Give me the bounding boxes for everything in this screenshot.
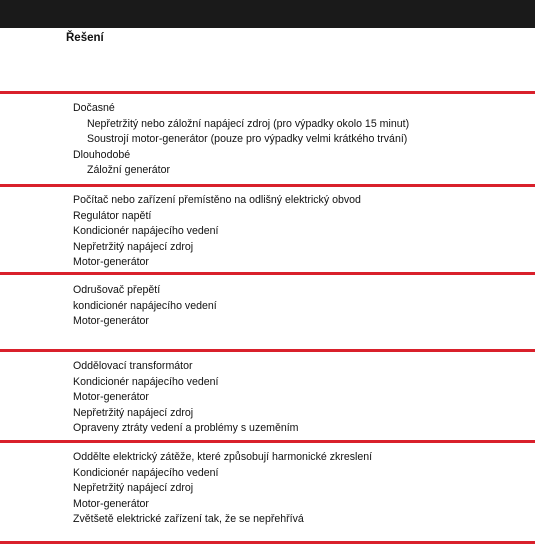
solution-subitem: Nepřetržitý nebo záložní napájecí zdroj (pro výpadky okolo 15 minut)	[87, 117, 410, 130]
solution-item: Oddělovací transformátor	[73, 360, 193, 372]
solutions-heading: Řešení	[66, 32, 104, 44]
solution-item: Dlouhodobé	[73, 148, 131, 161]
section-divider	[0, 349, 535, 352]
section-divider	[0, 440, 535, 443]
solution-item: Motor-generátor	[73, 315, 149, 328]
solution-item: Počítač nebo zařízení přemístěno na odlišný elektrický obvod	[73, 194, 361, 206]
solution-item: Nepřetržitý napájecí zdroj	[73, 406, 194, 419]
section-divider	[0, 91, 535, 94]
solution-subitem: Záložní generátor	[87, 164, 171, 177]
solution-item: Zvětšetě elektrické zařízení tak, že se nepřehřívá	[73, 513, 304, 526]
solution-group	[73, 101, 528, 179]
solution-item: Dočasné	[73, 102, 115, 114]
solution-group	[73, 283, 528, 330]
solution-group	[73, 359, 528, 437]
solution-item: Kondicionér napájecího vedení	[73, 375, 219, 388]
solution-item: Opraveny ztráty vedení a problémy s uzeměním	[73, 422, 299, 435]
solution-item: Kondicionér napájecího vedení	[73, 225, 219, 238]
solution-group	[73, 193, 528, 271]
solution-item: Nepřetržitý napájecí zdroj	[73, 240, 194, 253]
solution-item: Odrušovač přepětí	[73, 284, 161, 296]
solution-item: Motor-generátor	[73, 391, 149, 404]
top-bar	[0, 0, 535, 28]
solution-item: Regulátor napětí	[73, 209, 152, 222]
solution-item: Kondicionér napájecího vedení	[73, 466, 219, 479]
solution-group	[73, 450, 528, 528]
solution-item: kondicionér napájecího vedení	[73, 299, 217, 312]
section-divider	[0, 184, 535, 187]
solution-item: Oddělte elektrický zátěže, které způsobují harmonické zkreslení	[73, 451, 373, 463]
solution-subitem: Soustrojí motor-generátor (pouze pro výpadky velmi krátkého trvání)	[87, 133, 408, 146]
solution-item: Nepřetržitý napájecí zdroj	[73, 482, 194, 495]
solution-item: Motor-generátor	[73, 497, 149, 510]
section-divider	[0, 272, 535, 275]
solution-item: Motor-generátor	[73, 256, 149, 269]
